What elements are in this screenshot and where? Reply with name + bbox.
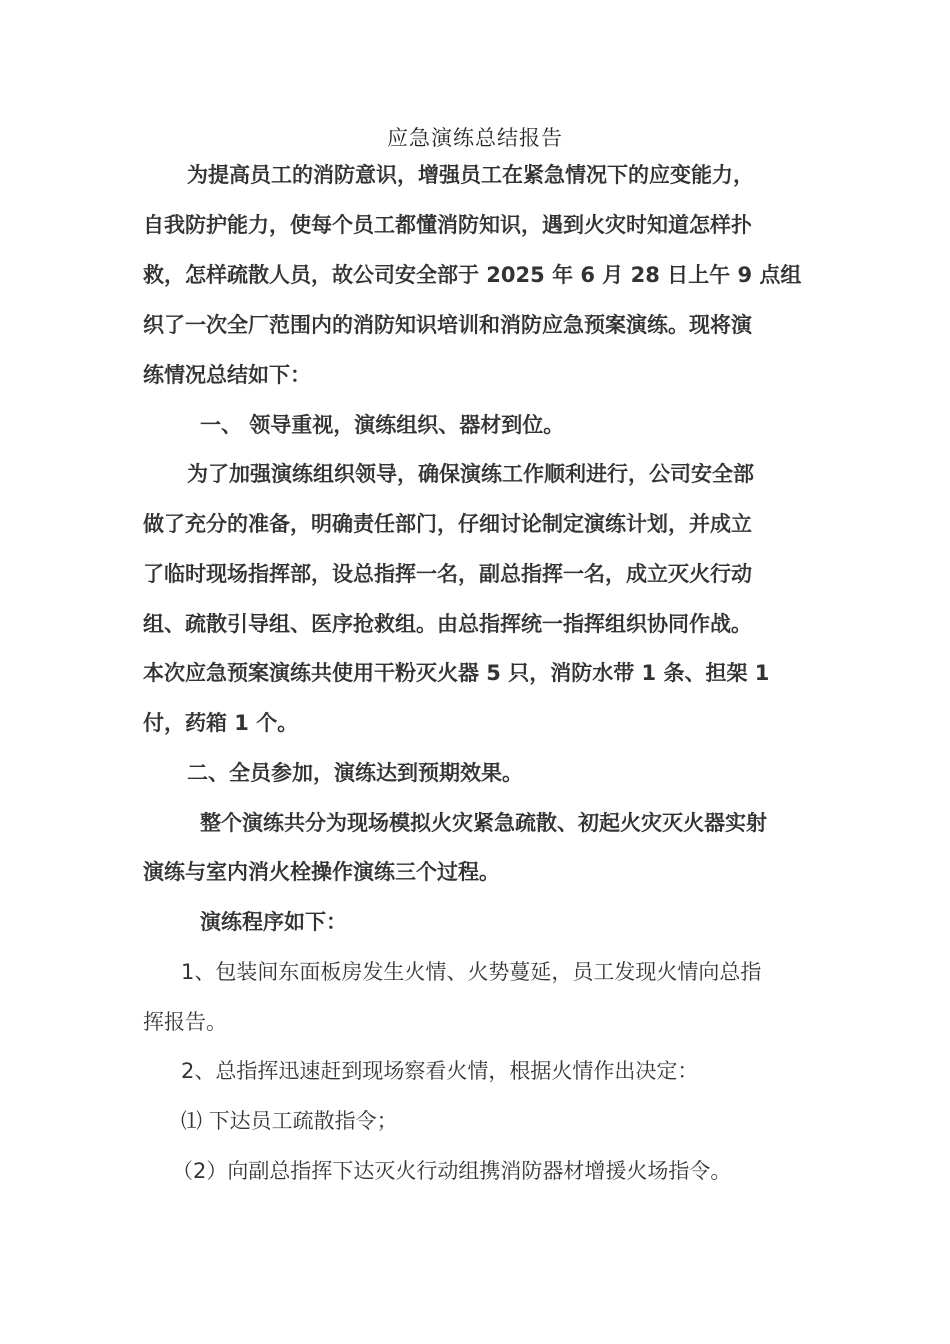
paragraph-line: 织了一次全厂范围内的消防知识培训和消防应急预案演练。现将演 <box>143 313 752 337</box>
subheading: 演练程序如下： <box>200 910 347 934</box>
paragraph-line: 演练与室内消火栓操作演练三个过程。 <box>143 860 500 884</box>
paragraph-line: 为了加强演练组织领导，确保演练工作顺利进行，公司安全部 <box>187 462 754 486</box>
paragraph-line: 为提高员工的消防意识，增强员工在紧急情况下的应变能力， <box>187 163 754 187</box>
section-heading: 二、全员参加，演练达到预期效果。 <box>187 761 523 785</box>
step-line: 1、包装间东面板房发生火情、火势蔓延，员工发现火情向总指 <box>181 960 762 984</box>
step-line: 挥报告。 <box>143 1010 227 1034</box>
document-title: 应急演练总结报告 <box>387 126 563 150</box>
paragraph-line: 救，怎样疏散人员，故公司安全部于 2025 年 6 月 28 日上午 9 点组 <box>143 263 802 287</box>
step-line: 2、总指挥迅速赶到现场察看火情，根据火情作出决定： <box>181 1059 699 1083</box>
paragraph-line: 组、疏散引导组、医序抢救组。由总指挥统一指挥组织协同作战。 <box>143 612 752 636</box>
paragraph-line: 整个演练共分为现场模拟火灾紧急疏散、初起火灾灭火器实射 <box>200 811 767 835</box>
paragraph-line: 本次应急预案演练共使用干粉灭火器 5 只，消防水带 1 条、担架 1 <box>143 661 770 685</box>
paragraph-line: 做了充分的准备，明确责任部门，仔细讨论制定演练计划，并成立 <box>143 512 752 536</box>
section-heading: 一、 领导重视，演练组织、器材到位。 <box>200 413 565 437</box>
paragraph-line: 自我防护能力，使每个员工都懂消防知识，遇到火灾时知道怎样扑 <box>143 213 752 237</box>
step-line: ⑴ 下达员工疏散指令； <box>181 1109 398 1133</box>
paragraph-line: 了临时现场指挥部，设总指挥一名，副总指挥一名，成立灭火行动 <box>143 562 752 586</box>
paragraph-line: 付，药箱 1 个。 <box>143 711 299 735</box>
paragraph-line: 练情况总结如下： <box>143 363 311 387</box>
step-line: （2）向副总指挥下达灭火行动组携消防器材增援火场指令。 <box>172 1159 732 1183</box>
